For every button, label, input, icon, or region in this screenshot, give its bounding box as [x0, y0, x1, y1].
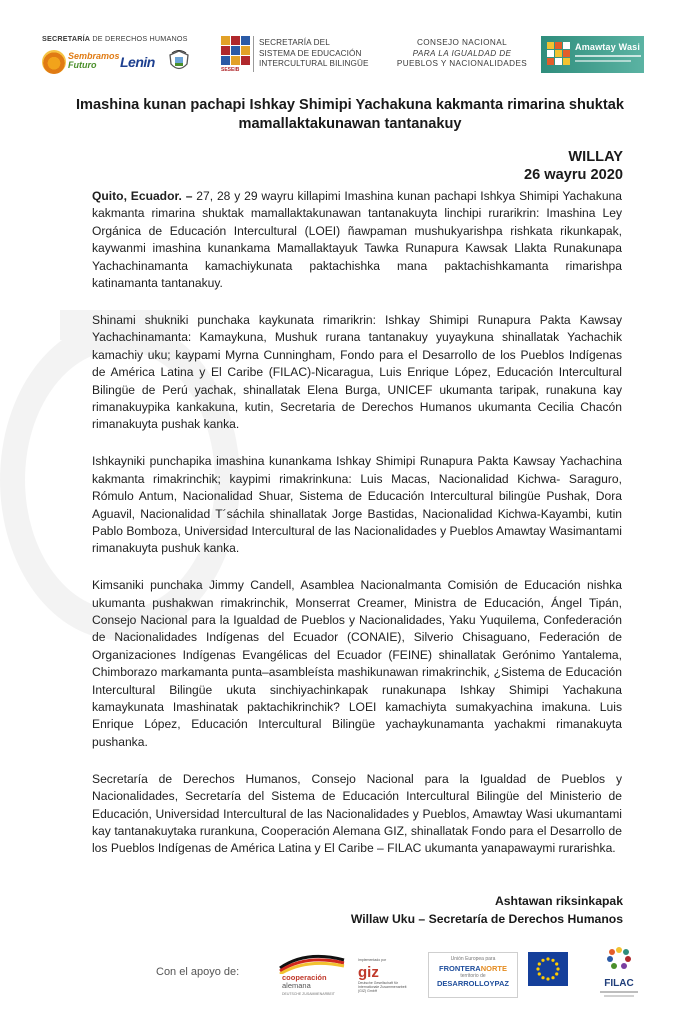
fn-small-label: Unión Europea para — [450, 956, 496, 962]
fn-title-2: DESARROLLOYPAZ — [437, 979, 509, 988]
sembramos-logo-text: Sembramos Futuro — [68, 51, 120, 70]
dateline — [524, 148, 623, 184]
sdh-logo — [42, 34, 192, 80]
support-label: Con el apoyo de: — [156, 966, 240, 978]
signature-line-2: Willaw Uku – Secretaría de Derechos Humanos — [350, 912, 623, 926]
ecuador-coat-of-arms-icon — [168, 50, 190, 74]
giz-logo — [358, 958, 414, 994]
paragraph-4: Kimsaniki punchaka Jimmy Candell, Asamblea Nacionalmanta Comisión de Educación nishka ukumanta pushakwan rimakrinchik, Monserrat Creamer, Ministra de Educación, Ángel Tipán, Consejo Nacional para la Igualdad de Pueblos y Nacionalidades, Yaku Yuquilema, Confederación de Nacionalidades Indígenas del Ecuador (CONAIE), Silverio Chisaguano, Federación de Organizaciones Indígenas Evangélicas del Ecuador (FEINE) shinallatak Gerónimo Yantalema, Chimborazo markamanta punta–asambleísta mashikunawan rimakrinchik, ¿Sistema de Educación Intercultural Bilingüe ukuta sinchiyachinkapak runakunapa Ishkay Shimipi Yachakuna kamaykunata Imashinatak paktachikrinchik? LOEI kamachiyta sumakyachina imakuna. Luis Enrique López, Educación Intercultural Bilingüe yachaykunamanta yachakmi rimanakuyta pushanka. — [92, 578, 622, 749]
seseib-divider — [253, 36, 254, 72]
amawtay-wasi-name: Amawtay Wasi — [575, 42, 641, 52]
paragraph-2: Shinami shukniki punchaka kaykunata rimarikrin: Ishkay Shimipi Runapura Pakta Kawsay Yachachinamanta: Kamaykuna, Mushuk rurana tantanakuy yuyaykuna shinallatak Yachachik kamachiy uku; kaypami Myrna Cunningham, Fondo para el Desarrollo de los Pueblos Indígenas de América Latina y El Caribe (FILAC)-Nicaragua, Luis Enrique López, Educación Intercultural Bilingüe de Perú yachak, shinallatak Elena Burga, UNICEF ukumanta taripak, runakuna kay rimanakuypika kankakuna, kutin, Secretaria de Derechos Humanos ukumanta Cecilia Chacón rimanakuyta pushak kanka. — [92, 312, 622, 432]
ca-line-2: alemana — [282, 981, 311, 990]
filac-subtitle-line — [600, 991, 638, 993]
fn-subtitle: territorio de — [460, 973, 486, 979]
amawtay-wasi-icon — [546, 41, 572, 68]
paragraph-1-text: 27, 28 y 29 wayru killapimi Imashina kunan pachapi Ishkya Shimipi Yachakuna kakmanta rimarina shuktak mamallaktakunawan tantanakuyta linchipi rurarikrin: Imashina Ley Orgánica de Educación Intercultural (LOEI) ñawpaman mushukyarishpa rishkata rikunkapak, kaywanmi imashina kunankama Mamallaktayuk Tawka Runapura Kawsak Llakta Runakunapa Yachachinamanta kamachiykunata paktachishka mana paktachishkamanta rimarishpa katinamanta tantanakuy. — [92, 189, 622, 291]
page-title: Imashina kunan pachapi Ishkay Shimipi Yachakuna kakmanta rimarina shuktak mamallaktakunawan tantanakuy — [75, 97, 625, 132]
cnipn-line: PARA LA IGUALDAD DE — [412, 48, 512, 58]
sdh-title: SECRETARÍA DE DERECHOS HUMANOS — [42, 34, 188, 43]
filac-logo — [596, 944, 642, 1004]
amawtay-subtitle-line — [575, 55, 641, 57]
fn-title: FRONTERANORTE — [439, 964, 507, 973]
amawtay-subtitle-line — [575, 60, 631, 62]
giz-wordmark: giz — [358, 964, 379, 981]
paragraph-1-lead: Quito, Ecuador. – — [92, 189, 193, 203]
dateline-date: 26 wayru 2020 — [524, 167, 623, 183]
signature-block — [351, 892, 623, 928]
cooperacion-alemana-logo — [276, 948, 348, 996]
sembramos-sun-icon — [42, 50, 66, 74]
cooperacion-alemana-flag-icon — [276, 948, 348, 974]
press-release-body — [92, 188, 622, 877]
giz-tagline: Deutsche Gesellschaft für Internationale Zusammenarbeit (GIZ) GmbH — [358, 981, 407, 993]
header-logos — [0, 30, 699, 84]
seseib-name: SECRETARÍA DEL SISTEMA DE EDUCACIÓN INTERCULTURAL BILINGÜE — [259, 38, 369, 68]
amawtay-wasi-logo — [541, 36, 644, 73]
eu-flag-icon — [528, 952, 568, 986]
signature-line-1: Ashtawan riksinkapak — [494, 894, 623, 908]
dateline-city: WILLAY — [568, 149, 623, 165]
ca-line-1: cooperación — [282, 973, 327, 982]
seseib-logo — [221, 36, 381, 76]
paragraph-3: Ishkayniki punchapika imashina kunankama Ishkay Shimipi Runapura Pakta Kawsay Yachachina kakmanta rimakrinchik; kaypimi rimakrinkuna: Luis Macas, Nacionalidad Kichwa- Saraguro, Rómulo Antum, Nacionalidad Shuar, Sistema de Educación Intercultural bilingüe Pushak, Dora Aguavil, Nacionalidad T´sáchila shinallatak Jorge Bastidas, Nacionalidad Kichwa-Kayambi, kutin Pablo Bomboza, Universidad Intercultural de las Nacionalidades y Pueblos Amawtay Wasimantami rimanakuyta pushuk kanka. — [92, 454, 622, 556]
cnipn-line: CONSEJO NACIONAL — [416, 38, 508, 47]
footer-sponsors — [0, 944, 699, 1004]
cnipn-line: PUEBLOS Y NACIONALIDADES — [396, 59, 528, 68]
filac-name: FILAC — [604, 978, 634, 989]
ca-line-3: DEUTSCHE ZUSAMMENARBEIT — [282, 992, 335, 996]
filac-icon — [604, 946, 634, 972]
filac-subtitle-line — [604, 995, 634, 997]
cnipn-logo — [392, 38, 532, 70]
lenin-logo-text: Lenin — [120, 54, 155, 70]
fronteranorte-logo — [428, 952, 518, 998]
paragraph-5: Secretaría de Derechos Humanos, Consejo Nacional para la Igualdad de Pueblos y Nacionalidades, Secretaría del Sistema de Educación Intercultural Bilingüe del Ministerio de Educación, Universidad Intercultural de las Nacionalidades y Pueblos, Amawtay Wasi ukumantami kay tantanakuytaka rurankuna, Cooperación Alemana GIZ, shinallatak Fondo para el Desarrollo de los Pueblos Indígenas de América Latina y El Caribe – FILAC ukumanta yanapawaymi rurarishka. — [92, 771, 622, 856]
seseib-icon — [221, 36, 249, 66]
paragraph-1 — [92, 188, 622, 292]
giz-implemented-label: Implementado por — [358, 958, 387, 962]
seseib-caption: SESEIB — [221, 67, 240, 73]
